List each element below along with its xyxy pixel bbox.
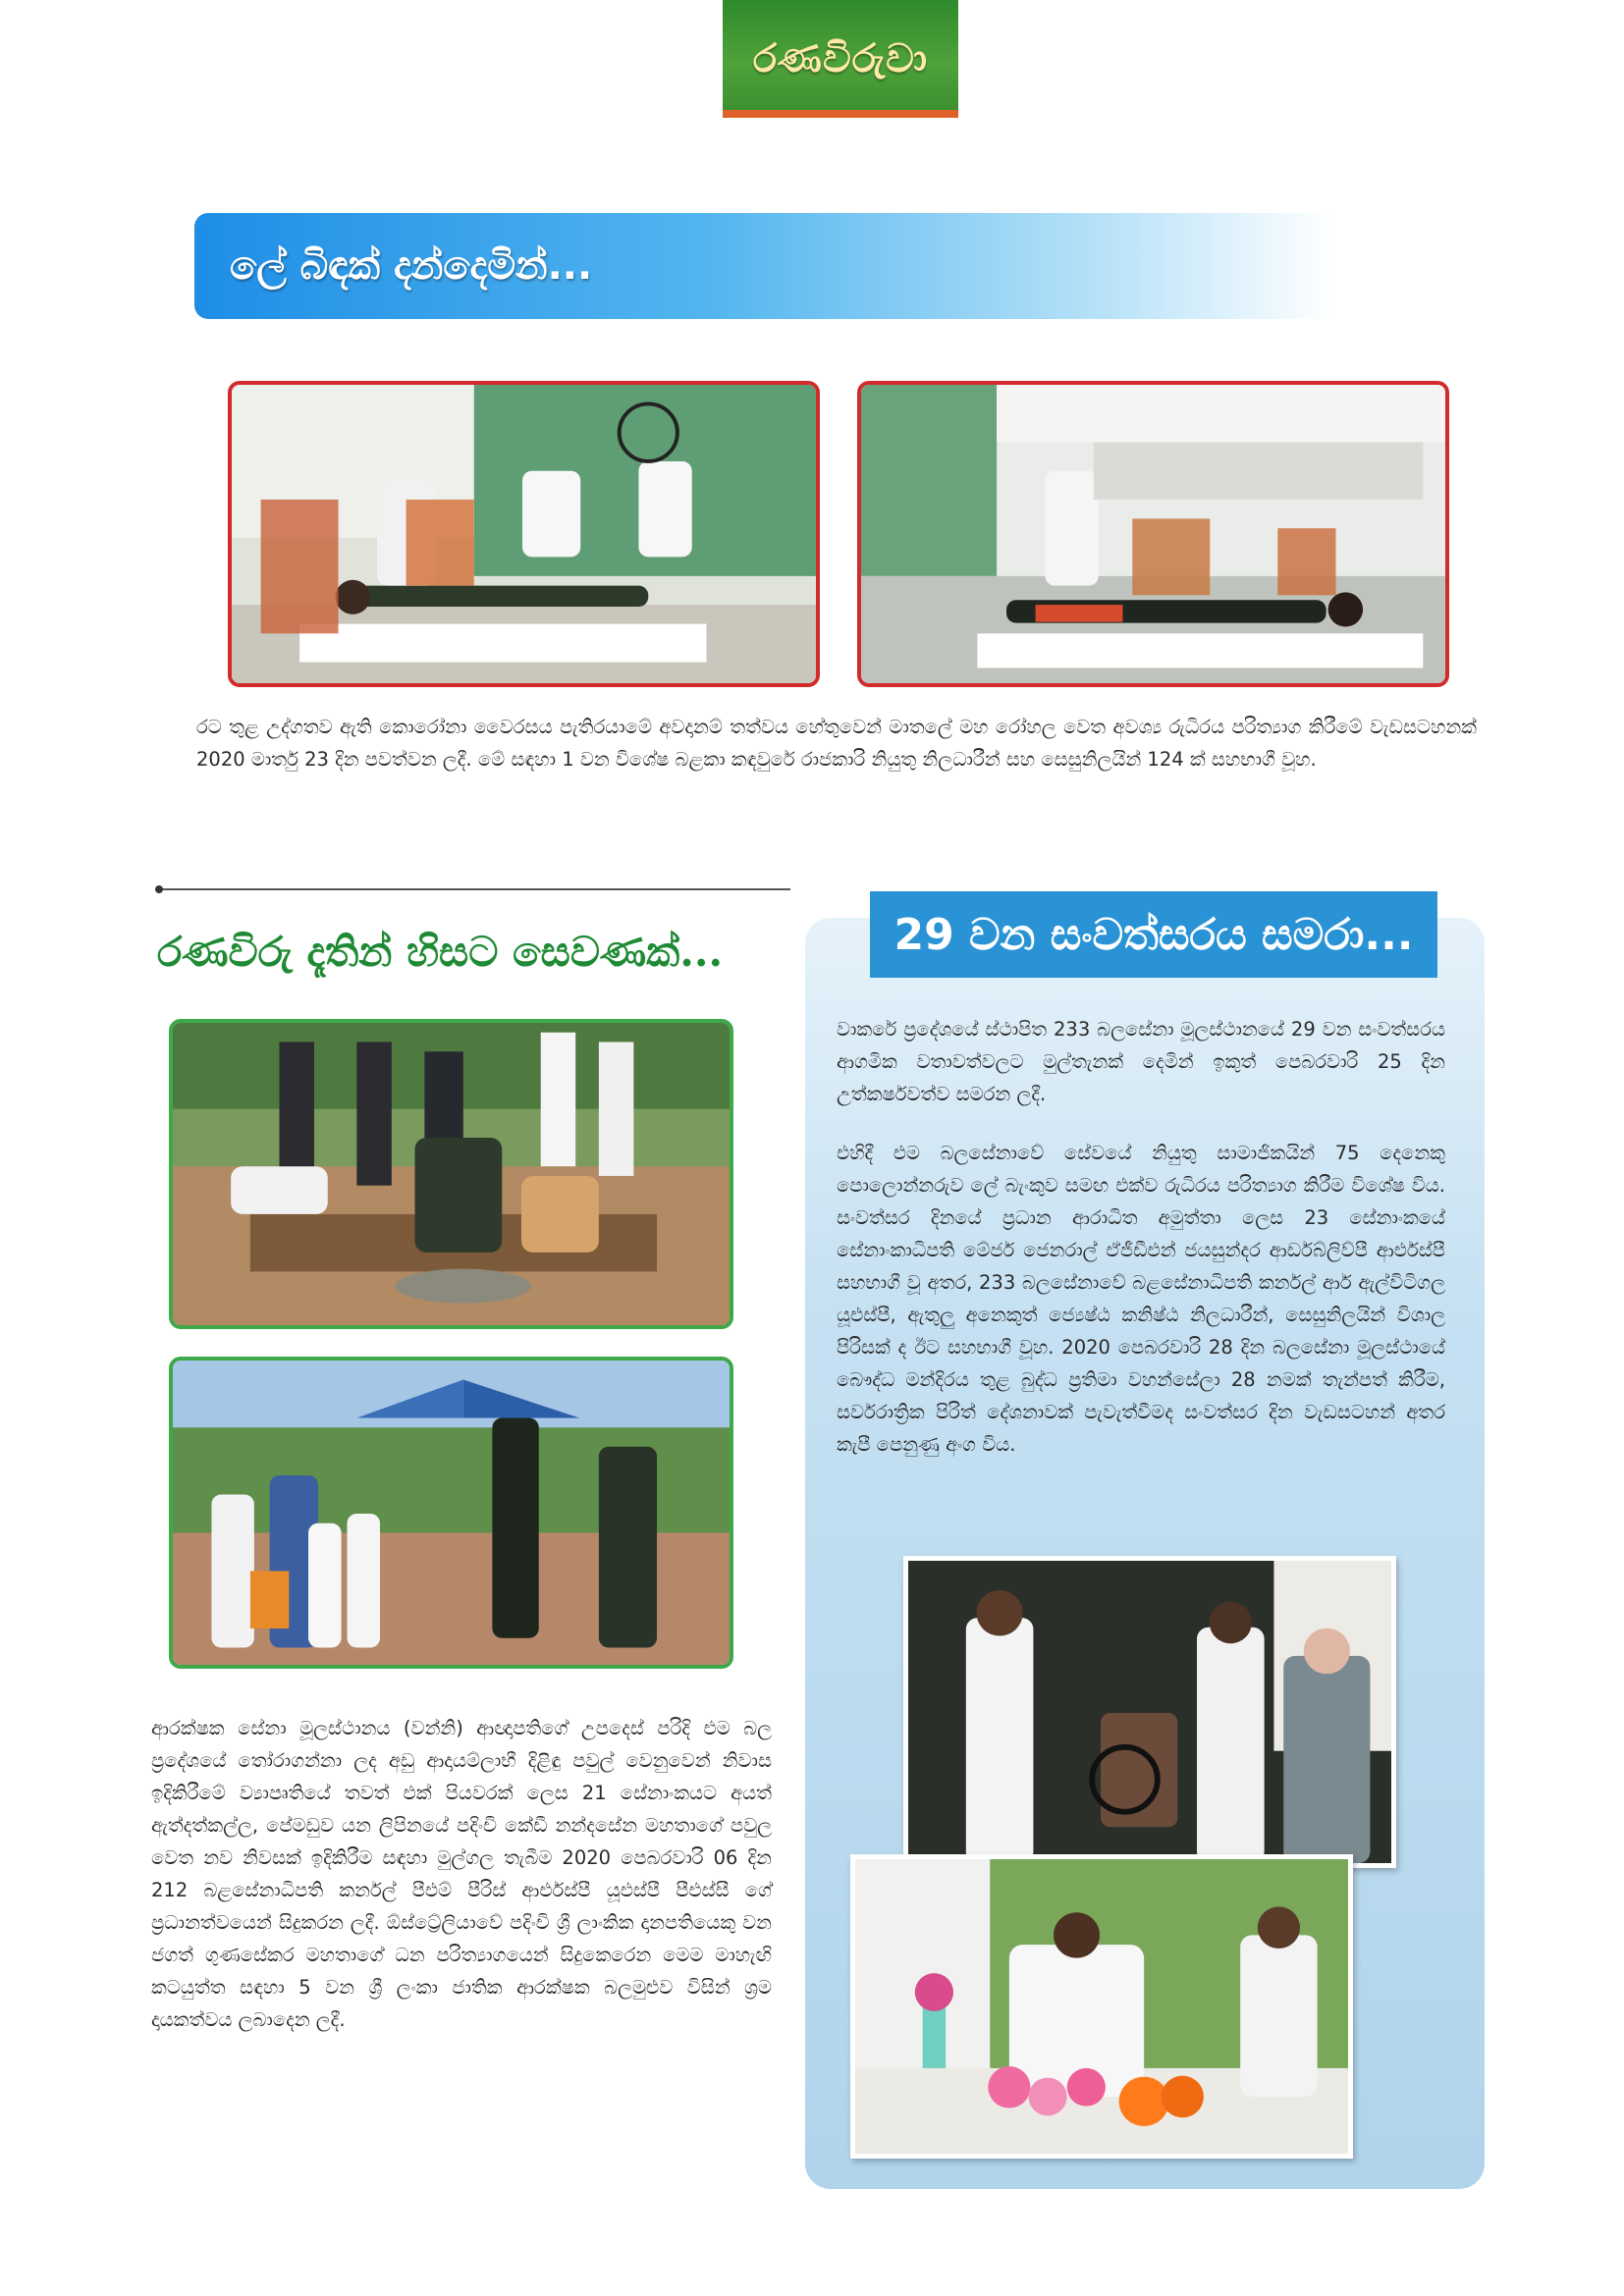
masthead-accent-bar bbox=[723, 110, 958, 118]
section2-divider bbox=[157, 888, 790, 890]
section1-banner bbox=[194, 213, 1333, 319]
masthead bbox=[723, 0, 958, 116]
section3-banner bbox=[870, 891, 1437, 978]
flower-offering-photo-icon bbox=[850, 1854, 1353, 2159]
blood-donation-hall-photo-icon bbox=[857, 381, 1449, 687]
section1-title: ලේ බිඳක් දන්දෙමින්... bbox=[230, 243, 593, 289]
masthead-title: රණවිරුවා bbox=[752, 34, 929, 81]
section1-paragraph: රට තුළ උද්ගතව ඇති කොරෝනා වෛරසය පැතිරයාමේ අවදානම් තත්වය හේතුවෙන් මාතලේ මහ රෝහල වෙත අවශ්‍ය රුධිරය පරිත්‍යාග කිරීමේ වැඩසටහනක් 2020 මාර්තු 23 දින පවත්වන ලදී. මේ සඳහා 1 වන විශේෂ බළකා කඳවුරේ රාජකාරි නියුතු නිලධාරීන් සහ සෙසුනිලයින් 124 ක් සහභාගී වූහ. bbox=[196, 716, 1477, 771]
section2-divider-dot bbox=[155, 885, 163, 893]
section3-paragraph-1: වාකරේ ප්‍රදේශයේ ස්ථාපිත 233 බලසේනා මූලස්ථානයේ 29 වන සංවත්සරය ආගමික වතාවත්වලට මුල්තැනක් දෙමින් ඉකුත් පෙබරවාරි 25 දින උත්කර්ෂවත්ව සමරන ලදී. bbox=[837, 1018, 1445, 1105]
section3-paragraph-2: එහිදී එම බලසේනාවේ සේවයේ නියුතු සාමාජිකයින් 75 දෙනෙකු පොලොන්නරුව ලේ බැංකුව සමඟ එක්ව රුධිරය පරිත්‍යාග කිරීම විශේෂ විය. සංවත්සර දිනයේ ප්‍රධාන ආරාධිත අමුත්තා ලෙස 23 සේනාංකයේ සේනාංකාධිපති මේජර් ජෙනරාල් ඒජීඩීඑන් ජයසුන්දර ආර්ඩබ්ලිව්පී ආර්එස්පී සහභාගී වූ අතර, 233 බලසේනාවේ බළසේනාධිපති කර්නල් ආර් ඇල්විටිගල යූඑස්පී, ඇතුලු අනෙකුත් ජ්‍යෙෂ්ඨ කනිෂ්ඨ නිලධාරීන්, සෙසුනිලයින් විශාල පිරිසක් ද ඊට සහභාගී වූහ. 2020 පෙබරවාරි 28 දින බලසේනා මූලස්ථායේ බෞද්ධ මන්දිරය තුළ බුද්ධ ප්‍රතිමා වහන්සේලා 28 නමක් තැන්පත් කිරීම, සර්වරාත්‍රික පිරිත් දේශනාවක් පැවැත්වීමද සංවත්සර දින වැඩසටහන් අතර කැපී පෙනුණු අංග විය. bbox=[837, 1142, 1445, 1456]
section3-title: 29 වන සංවත්සරය සමරා... bbox=[893, 909, 1414, 960]
blood-donation-photo-icon bbox=[228, 381, 820, 687]
section2-title: රණවිරු දෑතින් හිසට සෙවණක්... bbox=[157, 928, 724, 976]
night-ceremony-photo-icon bbox=[903, 1556, 1396, 1868]
foundation-stone-photo-icon bbox=[169, 1019, 733, 1329]
section2-paragraph: ආරක්ෂක සේනා මූලස්ථානය (වන්නි) ආඥාපතිගේ උපදෙස් පරිදි එම බල ප්‍රදේශයේ තෝරාගන්නා ලද අඩු ආදායම්ලාභී දිළිඳු පවුල් වෙනුවෙන් නිවාස ඉදිකිරීමේ ව්‍යාපෘතියේ තවත් එක් පියවරක් ලෙස 21 සේනාංකයට අයත් ඇත්දත්කල්ල, පේමඩුව යන ලිපිනයේ පදිංචි කේඩී නන්දසේන මහතාගේ පවුල වෙත නව නිවසක් ඉදිකිරීම සඳහා මුල්ගල තැබීම 2020 පෙබරවාරි 06 දින 212 බළසේනාධිපති කර්නල් පීඑම් පීරිස් ආර්එස්පී යූඑස්පී පීඑස්සී ගේ ප්‍රධානත්වයෙන් සිදුකරන ලදී. ඕස්ට්‍රේලියාවේ පදිංචි ශ්‍රී ලාංකික දානපතියෙකු වන ජගත් ගුණසේකර මහතාගේ ධන පරිත්‍යාගයෙන් සිදුකෙරෙන මෙම මාහැඟි කටයුත්ත සඳහා 5 වන ශ්‍රී ලංකා ජාතික ආරක්ෂක බලමුළුව විසින් ශ්‍රම දායකත්වය ලබාදෙන ලදී. bbox=[151, 1717, 772, 2031]
officers-with-family-photo-icon bbox=[169, 1357, 733, 1669]
